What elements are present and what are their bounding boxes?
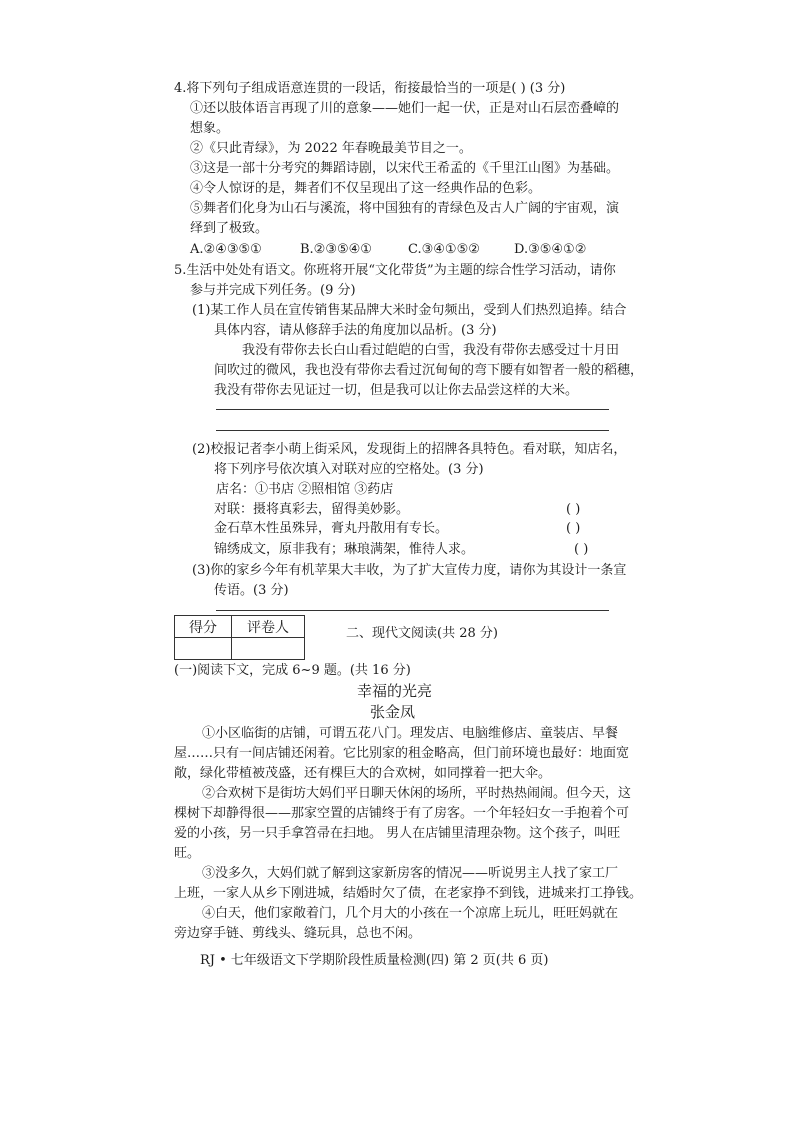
- q4-option-b: B.②③⑤④①: [300, 242, 372, 257]
- article-title: 幸福的光亮: [357, 682, 433, 700]
- couplet-1: 对联：摄将真彩去，留得美妙影。: [214, 502, 410, 517]
- shop-names: 店名：①书店 ②照相馆 ③药店: [216, 482, 394, 497]
- paragraph-2-line: 爱的小孩，另一只手拿笤帚在扫地。 男人在店铺里清理杂物。这个孩子，叫旺: [174, 826, 621, 841]
- answer-paren[interactable]: ( ): [566, 502, 581, 517]
- couplet-2: 金石草木性虽殊异，膏丸丹散用有专长。: [214, 521, 449, 536]
- q4-stem: 4.将下列句子组成语意连贯的一段话，衔接最恰当的一项是( ) (3 分): [174, 81, 566, 96]
- answer-paren[interactable]: ( ): [566, 521, 581, 536]
- section-heading: 二、现代文阅读(共 28 分): [346, 626, 498, 641]
- score-cell[interactable]: [175, 638, 232, 660]
- q5-quote-line-2: 间吹过的微风，我也没有带你去看过沉甸甸的弯下腰有如智者一般的稻穗，: [214, 363, 644, 378]
- paragraph-4: ④白天，他们家敞着门，几个月大的小孩在一个凉席上玩儿，旺旺妈就在: [202, 906, 619, 921]
- grader-header: 评卷人: [232, 616, 305, 638]
- paragraph-1-line: 敞，绿化带植被茂盛，还有棵巨大的合欢树，如同撑着一把大伞。: [174, 766, 552, 781]
- paragraph-2-line: 旺。: [174, 846, 201, 861]
- paragraph-1-line: 屋……只有一间店铺还闲着。它比别家的租金略高，但门前环境也最好：地面宽: [174, 746, 630, 761]
- q4-option-d: D.③⑤④①②: [514, 242, 587, 257]
- q5-part3: (3)你的家乡今年有机苹果大丰收，为了扩大宣传力度，请你为其设计一条宣: [192, 563, 627, 578]
- q5-part3-cont: 传语。(3 分): [214, 583, 289, 598]
- q5-stem-cont: 参与并完成下列任务。(9 分): [190, 283, 356, 298]
- q5-part2-cont: 将下列序号依次填入对联对应的空格处。(3 分): [214, 462, 484, 477]
- paragraph-4-line: 旁边穿手链、剪线头、缝玩具，总也不闲。: [174, 926, 422, 941]
- reading-instruction: (一)阅读下文，完成 6~9 题。(共 16 分): [174, 663, 411, 678]
- score-header: 得分: [175, 616, 232, 638]
- q5-part1: (1)某工作人员在宣传销售某品牌大米时金句频出，受到人们热烈追捧。结合: [192, 303, 627, 318]
- couplet-3: 锦绣成文，原非我有；琳琅满架，惟待人求。: [214, 542, 475, 557]
- page-footer: RJ • 七年级语文下学期阶段性质量检测(四) 第 2 页(共 6 页): [200, 953, 549, 968]
- score-table: [174, 615, 305, 660]
- q5-part1-cont: 具体内容，请从修辞手法的角度加以品析。(3 分): [214, 323, 497, 338]
- q4-option-a: A.②④③⑤①: [190, 242, 262, 257]
- answer-line[interactable]: [216, 610, 609, 611]
- paragraph-2: ②合欢树下是街坊大妈们平日聊天休闲的场所，平时热热闹闹。但今天，这: [202, 786, 632, 801]
- grader-cell[interactable]: [232, 638, 305, 660]
- paragraph-3-line: 上班，一家人从乡下刚进城，结婚时欠了债，在老家挣不到钱，进城来打工挣钱。: [174, 886, 643, 901]
- q4-sentence-1-cont: 想象。: [190, 121, 230, 136]
- q5-stem: 5.生活中处处有语文。你班将开展“文化带货”为主题的综合性学习活动，请你: [174, 263, 616, 278]
- q4-sentence-5-cont: 绎到了极致。: [190, 221, 269, 236]
- q4-sentence-1: ①还以肢体语言再现了川的意象——她们一起一伏，正是对山石层峦叠嶂的: [190, 101, 620, 116]
- q5-part2: (2)校报记者李小萌上街采风，发现街上的招牌各具特色。看对联，知店名，: [192, 442, 627, 457]
- q4-sentence-2: ②《只此青绿》，为 2022 年春晚最美节目之一。: [190, 141, 472, 156]
- q4-sentence-5: ⑤舞者们化身为山石与溪流，将中国独有的青绿色及古人广阔的宇宙观，演: [190, 201, 620, 216]
- answer-line[interactable]: [216, 409, 609, 410]
- q4-option-c: C.③④①⑤②: [408, 242, 480, 257]
- q4-sentence-3: ③这是一部十分考究的舞蹈诗剧，以宋代王希孟的《千里江山图》为基础。: [190, 161, 620, 176]
- paragraph-1: ①小区临街的店铺，可谓五花八门。理发店、电脑维修店、童装店、早餐: [202, 726, 619, 741]
- q5-quote-line-1: 我没有带你去长白山看过皑皑的白雪，我没有带你去感受过十月田: [242, 343, 620, 358]
- paragraph-2-line: 棵树下却静得很——那家空置的店铺终于有了房客。一个年轻妇女一手抱着个可: [174, 806, 630, 821]
- answer-line[interactable]: [216, 430, 609, 431]
- q5-quote-line-3: 我没有带你去见证过一切，但是我可以让你去品尝这样的大米。: [214, 383, 579, 398]
- paragraph-3: ③没多久，大妈们就了解到这家新房客的情况——听说男主人找了家工厂: [202, 866, 619, 881]
- answer-paren[interactable]: ( ): [574, 542, 589, 557]
- q4-sentence-4: ④令人惊讶的是，舞者们不仅呈现出了这一经典作品的色彩。: [190, 181, 542, 196]
- article-author: 张金凤: [370, 703, 416, 721]
